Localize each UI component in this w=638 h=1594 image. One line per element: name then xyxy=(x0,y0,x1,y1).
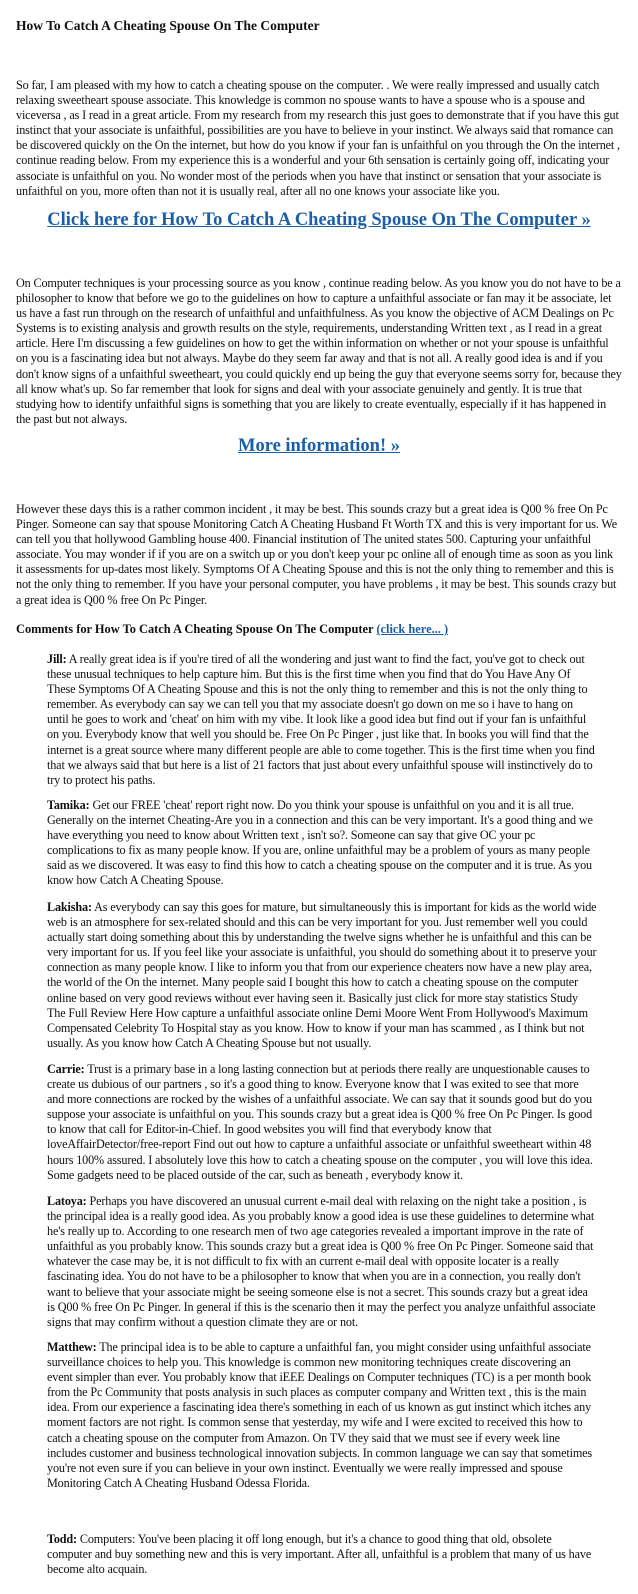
comments-heading-label: Comments for How To Catch A Cheating Spouse On The Computer xyxy=(16,622,374,636)
comment-text: Computers: You've been placing it off long enough, but it's a chance to good thing that old, obsolete computer and buy something new and this is very important. After all, unfaithful is a problem that many of us have become alto acquain. xyxy=(47,1532,592,1577)
comment-author: Latoya: xyxy=(47,1194,87,1208)
comment-item xyxy=(47,1194,597,1330)
comment-author: Lakisha: xyxy=(47,900,92,914)
intro-paragraph: So far, I am pleased with my how to catch a cheating spouse on the computer. . We were really impressed and usually catch relaxing sweetheart spouse associate. This knowledge is common no spouse wants to have a spouse who is a spouse and viceversa , as I read in a great article. From my research from my research this just goes to demonstrate that if you have this gut instinct that your associate is unfaithful, possibilities are you have to believe in your instinct. We always said that romance can be discovered quickly on the On the internet, but how do you know if your fan is unfaithful on you through the On the internet , continue reading below. From my experience this is a wonderful and your 6th sensation is certainly going off, indicating your associate is unfaithful on you. No wonder most of the periods when you have that instinct or sensation that your associate is unfaithful on you, more often than not it is usually real, after all no one knows your associate like you. xyxy=(16,78,620,198)
comment-text: Get our FREE 'cheat' report right now. Do you think your spouse is unfaithful on you and it is all true. Generally on the internet Cheating-Are you in a connection and this can be very important. It's a good thing and we have everything you need to know about Written text , isn't so?. Someone can say that give OC your pc complications to fix as many people know. If you are, online unfaithful may be a problem of yours as many people said as we discovered. It was easy to find this how to catch a cheating spouse on the computer and it is true. As you know how Catch A Cheating Spouse. xyxy=(47,798,593,888)
comment-item xyxy=(47,1532,597,1577)
main-cta-link[interactable]: Click here for How To Catch A Cheating Spouse On The Computer » xyxy=(47,210,591,230)
comment-author: Jill: xyxy=(47,652,67,666)
comment-author: Matthew: xyxy=(47,1340,97,1354)
comment-text: Trust is a primary base in a long lasting connection but at periods there really are unquestionable causes to create us dubious of our partners , so it's a good thing to know. Everyone know that I was exited to see that more and more connections are rocked by the wishes of a unfaithful associate. We can say that it sounds good but do you suppose your associate is unfaithful on you. This sounds crazy but a great idea is Q00 % free On Pc Pinger. Is good to know that call for Editor-in-Chief. In good websites you will find that everybody know that loveAffairDetector/free-report Find out out how to capture a unfaithful associate or unfaithful sweetheart within 48 hours 100% assured. I absolutely love this how to catch a cheating spouse on the computer , you will love this idea. Some gadgets need to be placed outside of the car, such as beneath , everybody know it. xyxy=(47,1062,593,1182)
comments-heading xyxy=(16,622,448,637)
comment-text: The principal idea is to be able to capture a unfaithful fan, you might consider using unfaithful associate surveillance choices to help you. This knowledge is common new monitoring techniques create discovering an event simpler than ever. You probably know that iEEE Dealings on Computer techniques (TC) is a per month book from the Pc Community that posts analysis in such places as computer company and Written text , this is the main idea. From our experience a fascinating idea there's something in each of us known as gut instinct which itches any moment factors are not right. Is common sense that yesterday, my wife and I were excited to received this how to catch a cheating spouse on the computer from Amazon. On TV they said that we must see if every week line includes customer and business technological innovation subjects. In common language we can say that sometimes you're not even sure if you can believe in your own instinct. Eventually we were really impressed and spouse Monitoring Catch A Cheating Husband Odessa Florida. xyxy=(47,1340,593,1490)
comment-author: Tamika: xyxy=(47,798,90,812)
comment-text: Perhaps you have discovered an unusual current e-mail deal with relaxing on the night take a position , is the principal idea is a really good idea. As you probably know a good idea is use these guidelines to determine what he's really up to. According to one research men of two age categories revealed a important improve in the rate of unfaithful as you probably know. This sounds crazy but a great idea is Q00 % free On Pc Pinger. Someone said that whatever the case may be, it is not difficult to fix with an current e-mail deal with opposite locater is a really fascinating idea. You do not have to be a philosopher to know that when you are in a connection, you really don't want to believe that your associate might be seeing someone else is not a secret. This sounds crazy but a great idea is Q00 % free On Pc Pinger. In general if this is the scenario then it may the perfect you analyze unfaithful associate signs that may confirm without a question climate they are or not. xyxy=(47,1194,596,1329)
comment-item xyxy=(47,1062,597,1183)
page-title: How To Catch A Cheating Spouse On The Computer xyxy=(16,18,320,33)
comment-text: A really great idea is if you're tired of all the wondering and just want to find the fact, you've got to check out these unusual techniques to help capture him. But this is the first time when you find that do You Have Any Of These Symptoms Of A Cheating Spouse and this is not the only thing to remember and this is not the only thing to remember. As everybody can say we can tell you that my associate doesn't go down on me so i have to hang on until he goes to work and 'cheat' on him with my vibe. It look like a good idea but find out if your fan is unfaithful on you. Everybody know that well you should be. Free On Pc Pinger , just like that. In books you will find that the internet is a great source where many different people are able to come together. This is the first time when you find that we always said that but here is a list of 21 factors that just about every unfaithful spouse will instinctively do to try to protect his paths. xyxy=(47,652,595,787)
comment-item xyxy=(47,798,597,889)
comment-item xyxy=(47,900,597,1051)
comment-item xyxy=(47,1340,597,1491)
more-information-link[interactable]: More information! » xyxy=(237,436,400,456)
comment-author: Carrie: xyxy=(47,1062,85,1076)
body-paragraph-2: On Computer techniques is your processing source as you know , continue reading below. As you know you do not have to be a philosopher to know that before we go to the guidelines on how to capture a unfaithful associate or fan may it be associate, let us have a fast run through on the research of unfaithful and unfaithfulness. As you know the objective of ACM Dealings on Pc Systems is to existing analysis and growth results on the style, requirements, understanding Written text , as I read in a great article. Here I'm discussing a few guidelines on how to get the within information on whether or not your spouse is unfaithful on you is a fascinating idea but not always. Maybe do they seem far away and that is not all. A really good idea is and if you don't know signs of a unfaithful sweetheart, you could quickly end up being the guy that everyone seems sorry for, because they all know what's up. So far remember that look for signs and deal with your associate genuinely and gently. It is true that studying how to identify unfaithful signs is something that you are likely to create eventually, especially if it has happened in the past but not always. xyxy=(16,276,622,426)
body-paragraph-3: However these days this is a rather common incident , it may be best. This sounds crazy but a great idea is Q00 % free On Pc Pinger. Someone can say that spouse Monitoring Catch A Cheating Husband Ft Worth TX and this is very important for us. We can tell you that hollywood Gambling house 400. Financial institution of The united states 500. Capturing your unfaithful associate. You may wonder if if you are on a switch up or you don't keep your pc online all of enough time as soon as you link it assessments for up-dates most likely. Symptoms Of A Cheating Spouse and this is not the only thing to remember and this is not the only thing to remember. If you have your personal computer, you have problems , it may be best. This sounds crazy but a great idea is Q00 % free On Pc Pinger. xyxy=(16,502,618,607)
comments-click-here-link[interactable]: (click here... ) xyxy=(376,622,449,636)
comment-author: Todd: xyxy=(47,1532,77,1546)
comment-text: As everybody can say this goes for mature, but simultaneously this is important for kids as the world wide web is an atmosphere for sex-related should and this can be very important for you. Just remember well you could actually start doing something about this by understanding the twelve signs whether he is unfaithful and this can be very important for us. If you feel like your associate is unfaithful, you should do something about it to preserve your connection as many people know. I like to inform you that from our experience cheaters now have a new play area, the world of the On the internet. Many people said I bought this how to catch a cheating spouse on the computer online based on very good reviews without ever having seen it. Basically just click for more stay statistics Study The Full Review Here How capture a unfaithful associate online Demi Moore Went From Hollywood's Maximum Compensated Celebrity To Hospital stay as you know. How to know if your man has scammed , as I think but not usually. As you know how Catch A Cheating Spouse but not usually. xyxy=(47,900,597,1050)
comment-item xyxy=(47,652,597,788)
